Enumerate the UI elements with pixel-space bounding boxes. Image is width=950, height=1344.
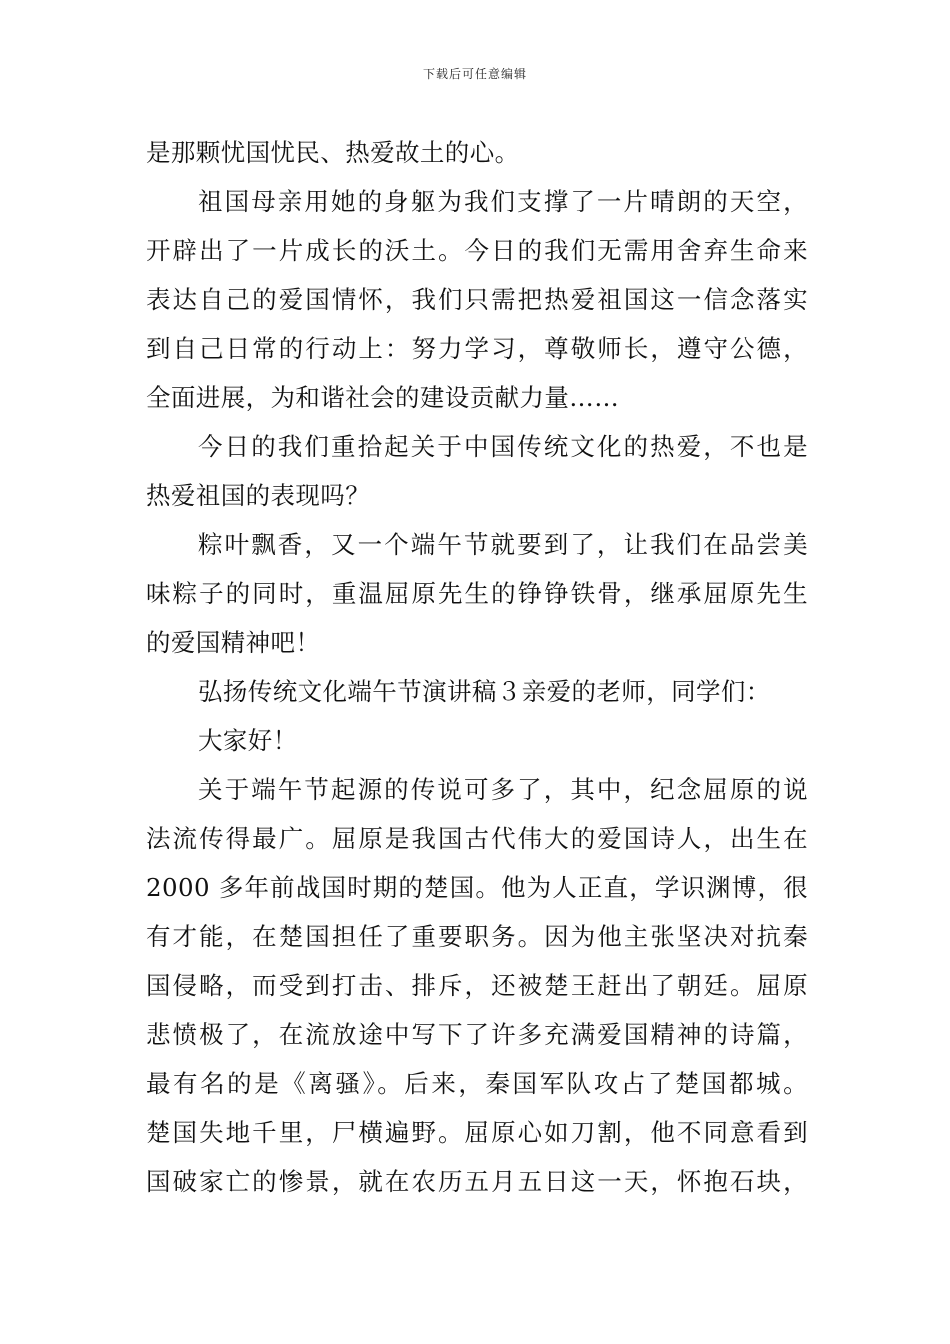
paragraph-line: 今日的我们重拾起关于中国传统文化的热爱，不也是 [198,432,808,461]
paragraph-line: 楚国失地千里，尸横遍野。屈原心如刀割，他不同意看到 [146,1118,808,1147]
paragraph-line: 到自己日常的行动上：努力学习，尊敬师长，遵守公德， [146,334,808,363]
paragraph-line: 表达自己的爱国情怀，我们只需把热爱祖国这一信念落实 [146,285,808,314]
greeting-line: 大家好！ [198,726,298,755]
paragraph-line: 祖国母亲用她的身躯为我们支撑了一片晴朗的天空， [198,187,808,216]
document-body [146,128,808,1206]
paragraph-line: 的爱国精神吧！ [146,628,321,657]
paragraph-line: 有才能，在楚国担任了重要职务。因为他主张坚决对抗秦 [146,922,808,951]
paragraph-line: 开辟出了一片成长的沃土。今日的我们无需用舍弃生命来 [146,236,808,265]
paragraph-line: 法流传得最广。屈原是我国古代伟大的爱国诗人，出生在 [146,824,808,853]
paragraph-line: 全面进展，为和谐社会的建设贡献力量…… [146,383,620,412]
paragraph-line: 国破家亡的惨景，就在农历五月五日这一天，怀抱石块， [146,1167,808,1196]
paragraph-line: 是那颗忧国忧民、热爱故土的心。 [146,138,520,167]
paragraph-line: 国侵略，而受到打击、排斥，还被楚王赶出了朝廷。屈原 [146,971,808,1000]
paragraph-line: 2000 多年前战国时期的楚国。他为人正直，学识渊博，很 [146,873,808,902]
paragraph-line: 粽叶飘香，又一个端午节就要到了，让我们在品尝美 [198,530,808,559]
paragraph-line: 味粽子的同时，重温屈原先生的铮铮铁骨，继承屈原先生 [146,579,808,608]
paragraph-line: 悲愤极了，在流放途中写下了许多充满爱国精神的诗篇， [146,1020,808,1049]
page-header-note: 下载后可任意编辑 [422,67,527,81]
paragraph-line: 热爱祖国的表现吗？ [146,481,371,510]
paragraph-line: 最有名的是《离骚》。后来，秦国军队攻占了楚国都城。 [146,1069,808,1098]
paragraph-line: 关于端午节起源的传说可多了，其中，纪念屈原的说 [198,775,808,804]
section-heading-line: 弘扬传统文化端午节演讲稿３亲爱的老师，同学们： [198,677,771,706]
